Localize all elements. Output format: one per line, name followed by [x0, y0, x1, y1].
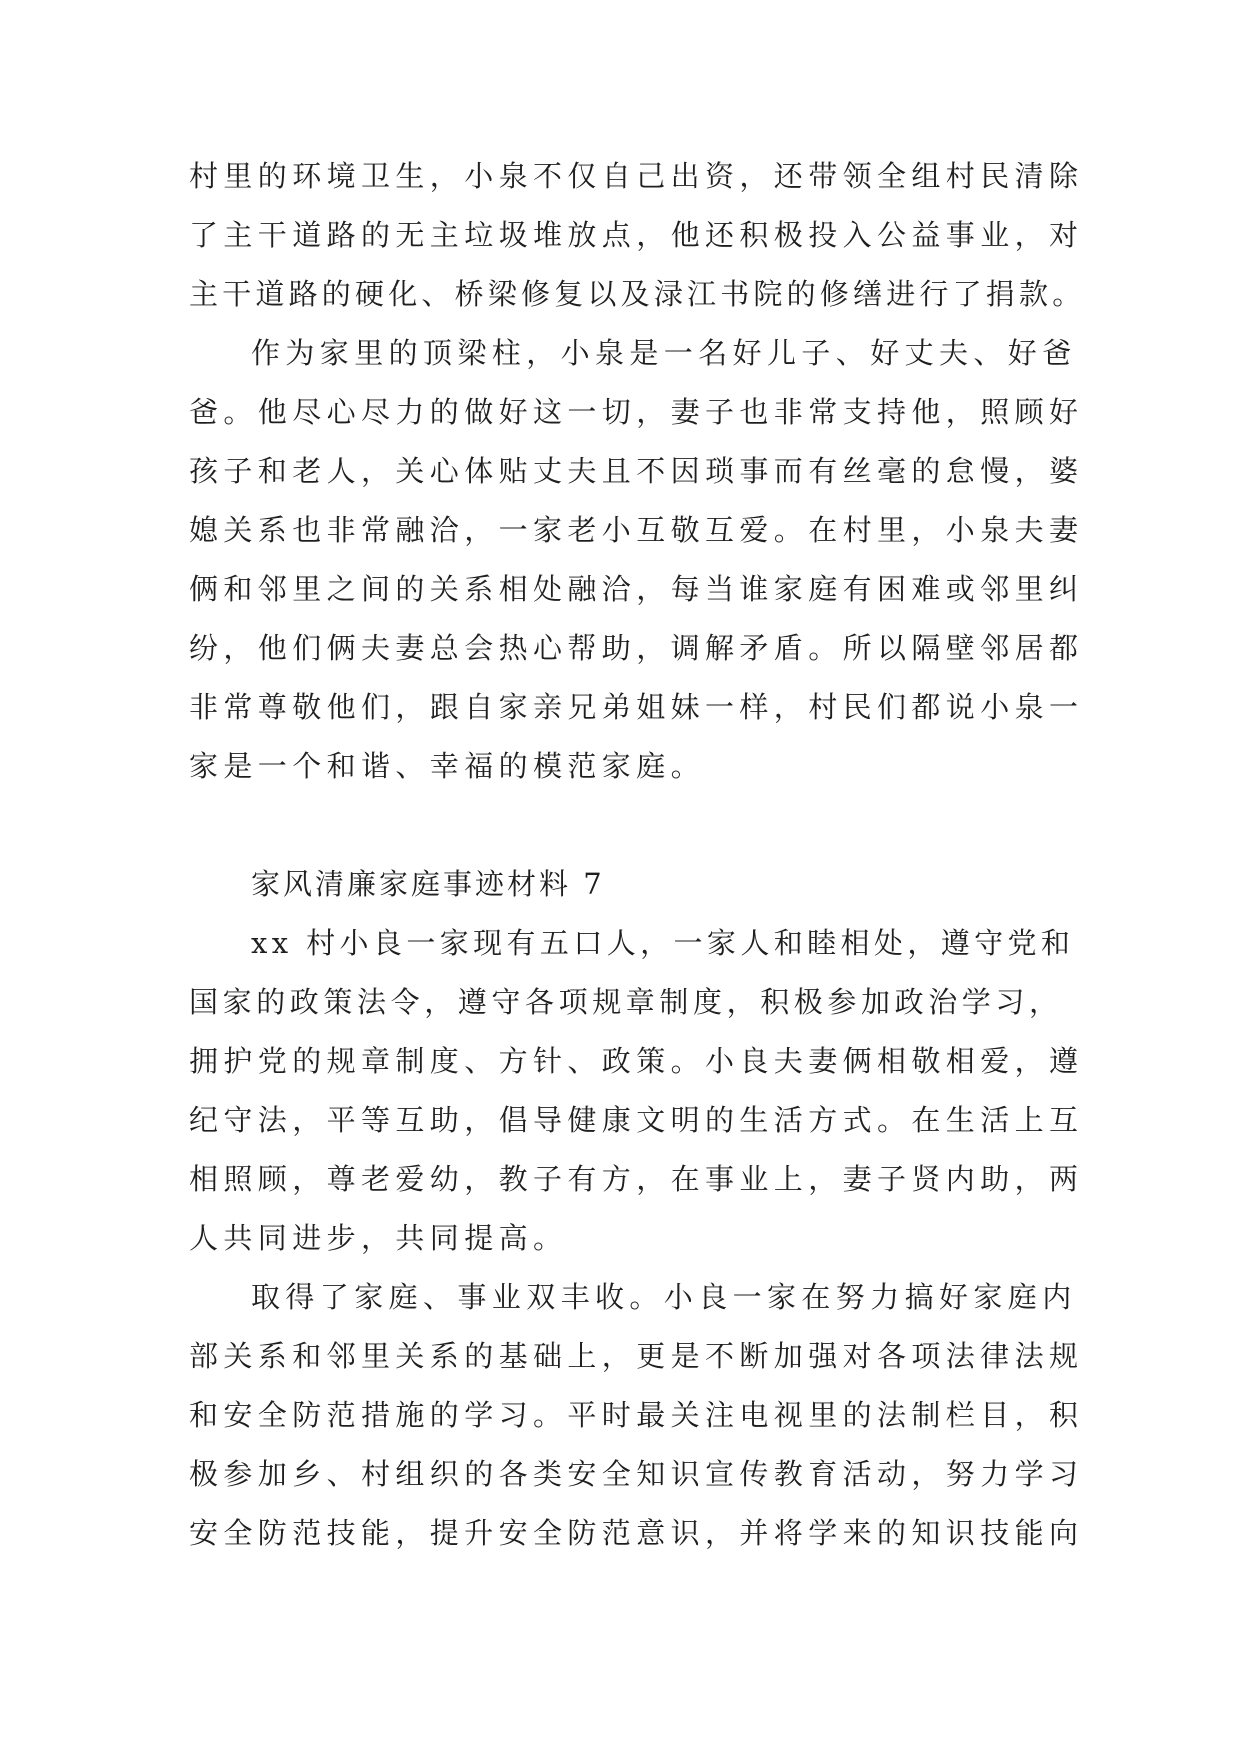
story-section-1	[189, 147, 1089, 796]
paragraph-line: 媳关系也非常融洽，一家老小互敬互爱。在村里，小泉夫妻	[189, 513, 1084, 547]
section-heading: 家风清廉家庭事迹材料 7	[251, 867, 605, 901]
paragraph-line: 纷，他们俩夫妻总会热心帮助，调解矛盾。所以隔壁邻居都	[189, 631, 1084, 665]
paragraph-line: 国家的政策法令，遵守各项规章制度，积极参加政治学习，	[189, 985, 1063, 1019]
paragraph-line: 主干道路的硬化、桥梁修复以及渌江书院的修缮进行了捐款。	[189, 277, 1086, 311]
paragraph-line: 了主干道路的无主垃圾堆放点，他还积极投入公益事业，对	[189, 218, 1084, 252]
paragraph-line: 拥护党的规章制度、方针、政策。小良夫妻俩相敬相爱，遵	[189, 1044, 1084, 1078]
paragraph-line: 取得了家庭、事业双丰收。小良一家在努力搞好家庭内	[251, 1280, 1077, 1314]
paragraph-line: 俩和邻里之间的关系相处融洽，每当谁家庭有困难或邻里纠	[189, 572, 1084, 606]
paragraph-line: 人共同进步，共同提高。	[189, 1221, 568, 1255]
paragraph-line: 纪守法，平等互助，倡导健康文明的生活方式。在生活上互	[189, 1103, 1084, 1137]
paragraph-line: 孩子和老人，关心体贴丈夫且不因琐事而有丝毫的怠慢，婆	[189, 454, 1084, 488]
paragraph-line: 作为家里的顶梁柱，小泉是一名好儿子、好丈夫、好爸	[251, 336, 1077, 370]
paragraph-line: 极参加乡、村组织的各类安全知识宣传教育活动，努力学习	[189, 1457, 1084, 1491]
story-section-2	[189, 855, 1089, 1563]
paragraph-line: 村里的环境卫生，小泉不仅自己出资，还带领全组村民清除	[189, 159, 1084, 193]
paragraph-line: 安全防范技能，提升安全防范意识，并将学来的知识技能向	[189, 1516, 1084, 1550]
paragraph-line: 非常尊敬他们，跟自家亲兄弟姐妹一样，村民们都说小泉一	[189, 690, 1084, 724]
paragraph-line: 和安全防范措施的学习。平时最关注电视里的法制栏目，积	[189, 1398, 1084, 1432]
paragraph-line: 部关系和邻里关系的基础上，更是不断加强对各项法律法规	[189, 1339, 1084, 1373]
paragraph-line: xx 村小良一家现有五口人，一家人和睦相处，遵守党和	[251, 926, 1075, 960]
paragraph-line: 家是一个和谐、幸福的模范家庭。	[189, 749, 706, 783]
paragraph-line: 相照顾，尊老爱幼，教子有方，在事业上，妻子贤内助，两	[189, 1162, 1084, 1196]
paragraph-line: 爸。他尽心尽力的做好这一切，妻子也非常支持他，照顾好	[189, 395, 1084, 429]
